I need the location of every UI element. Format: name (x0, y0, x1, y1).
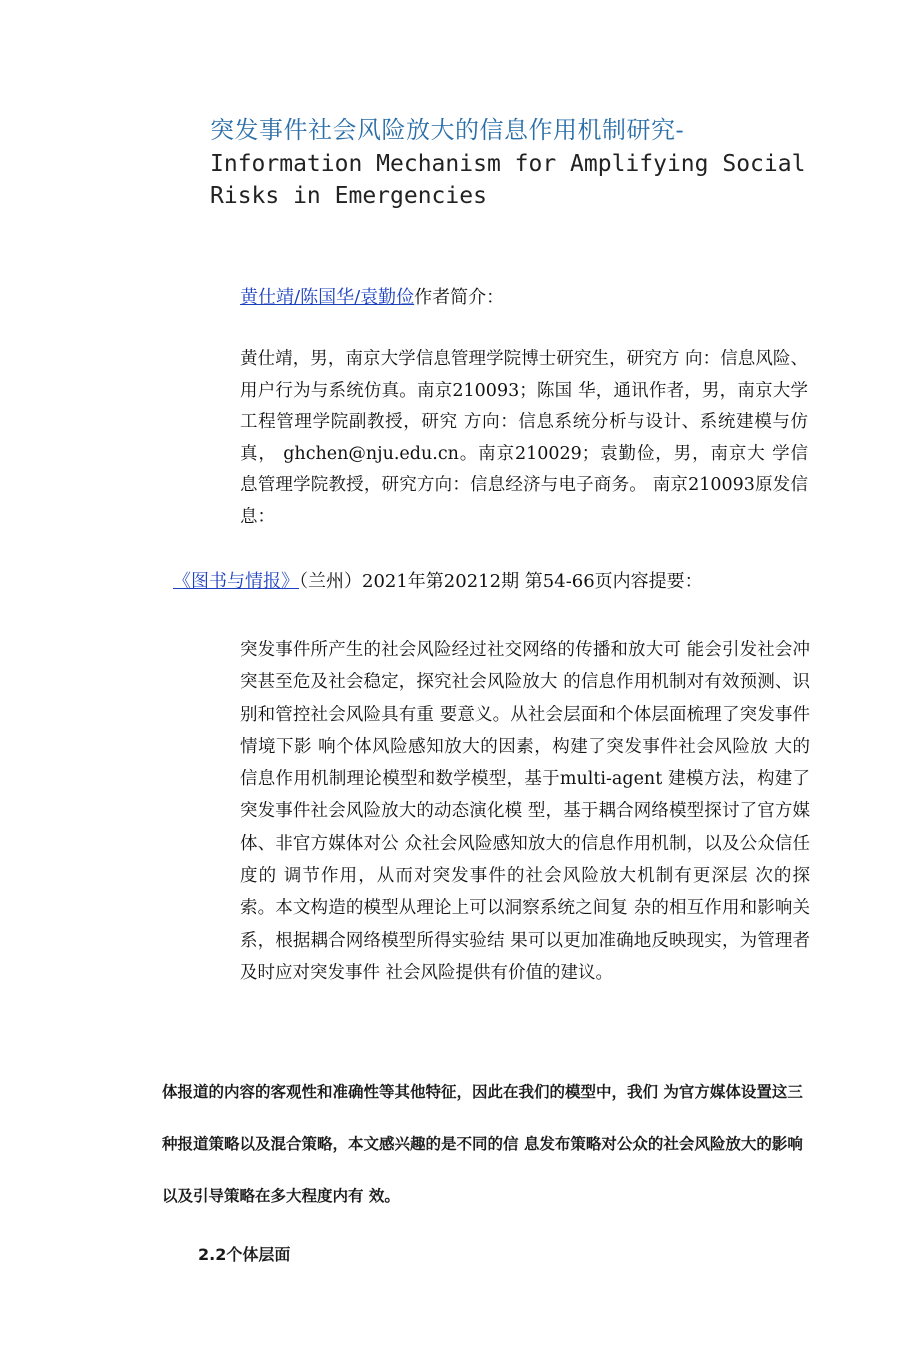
title-english: Information Mechanism for Amplifying Social Risks in Emergencies (210, 151, 806, 209)
journal-link[interactable]: 《图书与情报》 (173, 571, 299, 592)
source-details: （兰州）2021年第20212期 第54-66页内容提要： (299, 571, 703, 592)
authors-link[interactable]: 黄仕靖/陈国华/袁勤俭 (240, 287, 415, 308)
authors-suffix: 作者简介： (414, 287, 505, 308)
author-bio: 黄仕靖，男，南京大学信息管理学院博士研究生，研究方 向：信息风险、用户行为与系统仿真。南京210093；陈国 华，通讯作者，男，南京大学工程管理学院副教授，研究 方向：信息系统分析与设计、系统建模与仿真， ghchen@nju.edu.cn。南京210029；袁勤俭，男，南京大 学信息管理学院教授，研究方向：信息经济与电子商务。 南京210093原发信息： (240, 349, 808, 527)
section-heading: 2.2个体层面 (198, 1245, 291, 1264)
body-paragraph: 体报道的内容的客观性和准确性等其他特征，因此在我们的模型中，我们 为官方媒体设置这三种报道策略以及混合策略，本文感兴趣的是不同的信 息发布策略对公众的社会风险放大的影响以及引导策略在多大程度内有 效。 (162, 1083, 803, 1205)
title-chinese: 突发事件社会风险放大的信息作用机制研究- (210, 116, 685, 144)
source-line (173, 567, 703, 597)
authors-line (240, 283, 504, 313)
abstract-paragraph: 突发事件所产生的社会风险经过社交网络的传播和放大可 能会引发社会冲突甚至危及社会稳定，探究社会风险放大 的信息作用机制对有效预测、识别和管控社会风险具有重 要意义。从社会层面和个体层面梳理了突发事件情境下影 响个体风险感知放大的因素，构建了突发事件社会风险放 大的信息作用机制理论模型和数学模型，基于multi-agent 建模方法，构建了突发事件社会风险放大的动态演化模 型，基于耦合网络模型探讨了官方媒体、非官方媒体对公 众社会风险感知放大的信息作用机制，以及公众信任度的 调节作用，从而对突发事件的社会风险放大机制有更深层 次的探索。本文构造的模型从理论上可以洞察系统之间复 杂的相互作用和影响关系，根据耦合网络模型所得实验结 果可以更加准确地反映现实，为管理者及时应对突发事件 社会风险提供有价值的建议。 (240, 640, 810, 983)
document-title (210, 112, 850, 212)
